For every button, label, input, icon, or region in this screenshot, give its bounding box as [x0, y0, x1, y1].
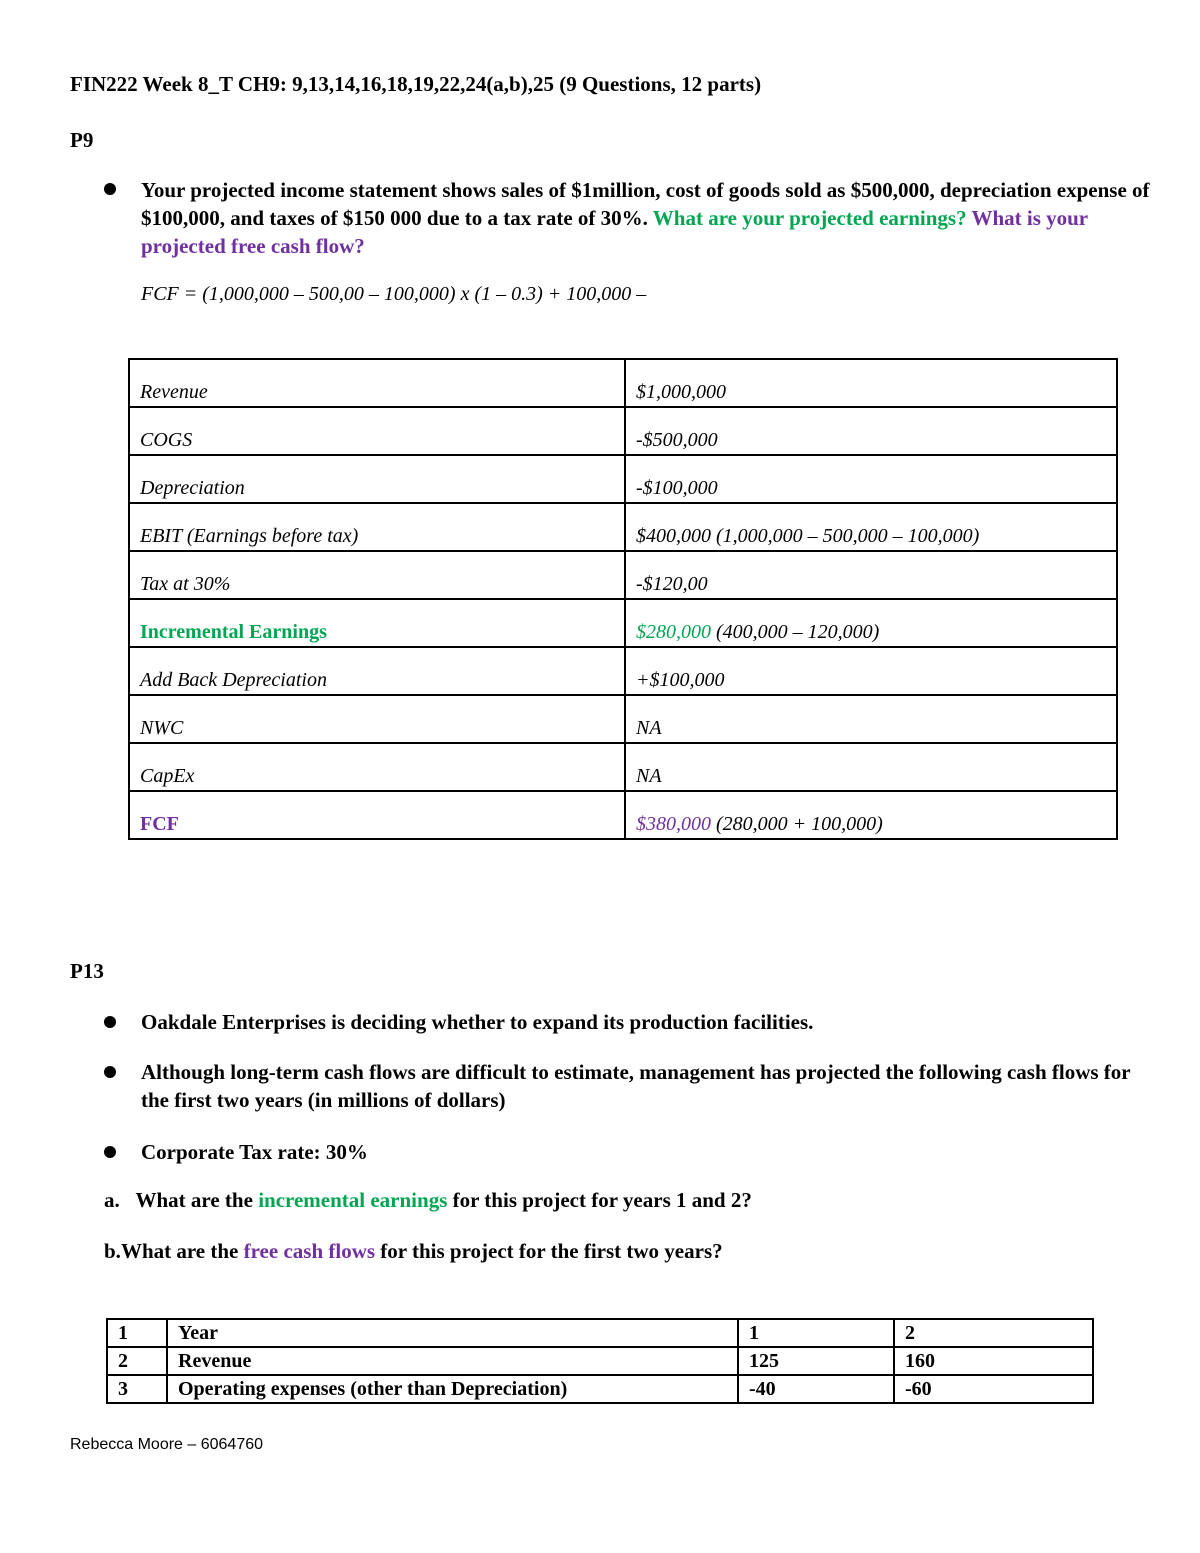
table-row — [107, 1347, 1093, 1375]
row-value: -$500,000 — [625, 407, 1117, 455]
p13-bullet: Although long-term cash flows are difficult to estimate, management has projected the following cash flows for the first two years (in millions of dollars) — [141, 1060, 1131, 1112]
p13-question-b: b.What are the free cash flows for this project for the first two years? — [104, 1239, 723, 1263]
p9-question-fcf: What is your projected free cash flow? — [141, 206, 1088, 258]
p9-question-main: Your projected income statement shows sales of $1million, cost of goods sold as $500,000, depreciation expense of $100,000, and taxes of $150 000 due to a tax rate of 30%. — [141, 178, 1150, 230]
row-label: Add Back Depreciation — [129, 647, 625, 695]
table-cell: 2 — [894, 1319, 1093, 1347]
row-label: FCF — [129, 791, 625, 839]
table-cell: 160 — [894, 1347, 1093, 1375]
table-row — [129, 743, 1117, 791]
table-row — [107, 1375, 1093, 1403]
table-cell: 1 — [738, 1319, 894, 1347]
table-row-fcf — [129, 791, 1117, 839]
p13-label: P13 — [70, 959, 104, 983]
table-row — [129, 455, 1117, 503]
row-label: Depreciation — [129, 455, 625, 503]
row-value: NA — [625, 695, 1117, 743]
row-label: Revenue — [129, 359, 625, 407]
row-value: $280,000 (400,000 – 120,000) — [625, 599, 1117, 647]
row-value: NA — [625, 743, 1117, 791]
p9-label: P9 — [70, 128, 94, 152]
table-cell: 1 — [107, 1319, 167, 1347]
table-cell: -40 — [738, 1375, 894, 1403]
row-label: EBIT (Earnings before tax) — [129, 503, 625, 551]
page-title: FIN222 Week 8_T CH9: 9,13,14,16,18,19,22,24(a,b),25 (9 Questions, 12 parts) — [70, 72, 762, 96]
table-row — [129, 695, 1117, 743]
row-value: $380,000 (280,000 + 100,000) — [625, 791, 1117, 839]
footer-author: Rebecca Moore – 6064760 — [70, 1436, 264, 1453]
row-value: +$100,000 — [625, 647, 1117, 695]
p9-question — [141, 176, 1151, 260]
table-row-incremental-earnings — [129, 599, 1117, 647]
p13-cashflow-table — [106, 1318, 1094, 1404]
p9-question-earnings: What are your projected earnings? — [652, 206, 967, 230]
table-row — [129, 359, 1117, 407]
table-row — [129, 407, 1117, 455]
table-row — [129, 503, 1117, 551]
row-label: Incremental Earnings — [129, 599, 625, 647]
row-label: NWC — [129, 695, 625, 743]
table-row — [107, 1319, 1093, 1347]
row-value: $400,000 (1,000,000 – 500,000 – 100,000) — [625, 503, 1117, 551]
row-label: COGS — [129, 407, 625, 455]
table-cell: Operating expenses (other than Depreciation) — [167, 1375, 738, 1403]
p9-formula: FCF = (1,000,000 – 500,00 – 100,000) x (1 – 0.3) + 100,000 – — [141, 283, 647, 305]
p9-income-table — [128, 358, 1118, 840]
table-cell: Year — [167, 1319, 738, 1347]
p13-question-a: a. What are the incremental earnings for this project for years 1 and 2? — [104, 1188, 752, 1212]
table-cell: -60 — [894, 1375, 1093, 1403]
bullet-icon — [104, 1066, 116, 1078]
bullet-icon — [104, 1146, 116, 1158]
row-value: -$120,00 — [625, 551, 1117, 599]
table-row — [129, 647, 1117, 695]
row-label: Tax at 30% — [129, 551, 625, 599]
table-cell: 3 — [107, 1375, 167, 1403]
p13-bullet: Oakdale Enterprises is deciding whether to expand its production facilities. — [141, 1010, 814, 1034]
bullet-icon — [104, 1016, 116, 1028]
row-label: CapEx — [129, 743, 625, 791]
table-cell: 2 — [107, 1347, 167, 1375]
bullet-icon — [104, 183, 116, 195]
row-value: -$100,000 — [625, 455, 1117, 503]
table-cell: Revenue — [167, 1347, 738, 1375]
table-row — [129, 551, 1117, 599]
p13-bullet: Corporate Tax rate: 30% — [141, 1140, 368, 1164]
table-cell: 125 — [738, 1347, 894, 1375]
row-value: $1,000,000 — [625, 359, 1117, 407]
